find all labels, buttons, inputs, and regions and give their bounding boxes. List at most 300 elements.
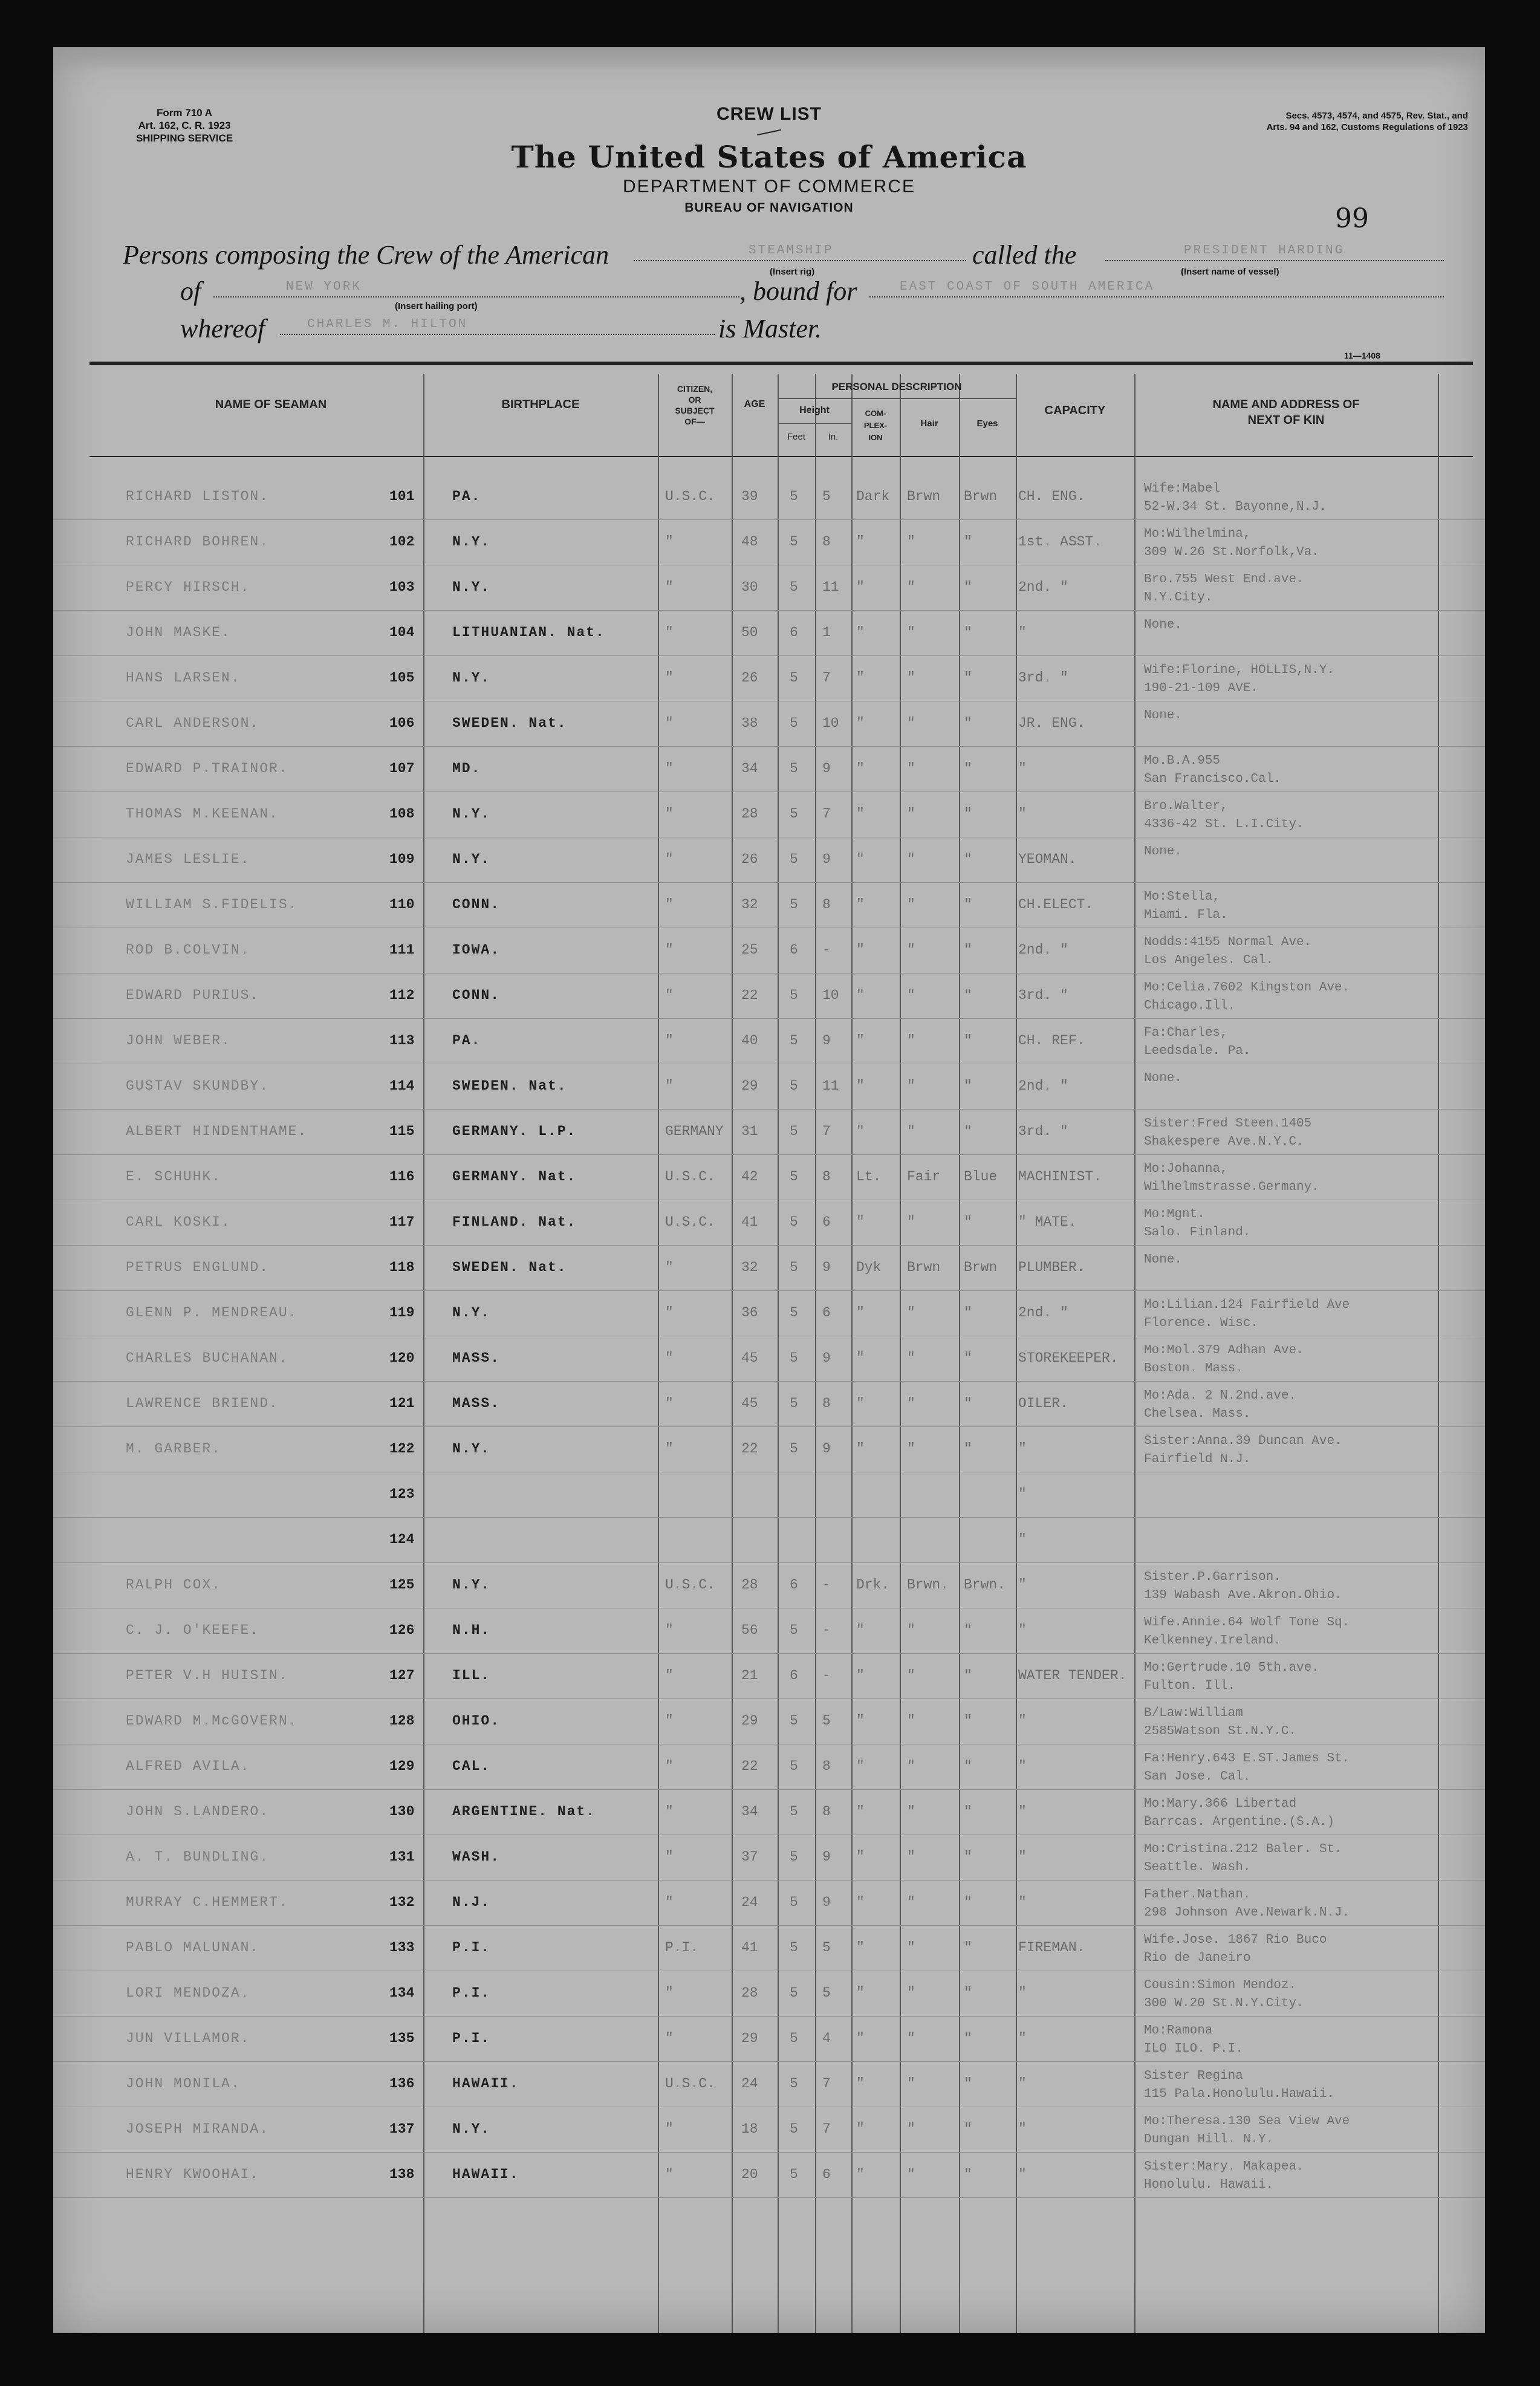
cell-cit: GERMANY xyxy=(665,1123,724,1139)
cell-cap: 2nd. " xyxy=(1018,1305,1068,1321)
kin-line: Wife:Florine, HOLLIS,N.Y. xyxy=(1144,663,1335,677)
cell-num: 126 xyxy=(389,1622,415,1638)
cell-eyes: " xyxy=(964,851,972,867)
cell-cit: " xyxy=(665,1894,674,1910)
cell-age: 40 xyxy=(741,1033,758,1048)
kin-line: Mo:Ramona xyxy=(1144,2024,1213,2038)
cell-in: 9 xyxy=(822,1441,831,1457)
destination-value: EAST COAST OF SOUTH AMERICA xyxy=(900,280,1155,294)
cell-ft: 5 xyxy=(790,1804,798,1819)
cell-name: PERCY HIRSCH. xyxy=(126,579,250,595)
cell-comp: " xyxy=(856,1033,865,1048)
cell-eyes: " xyxy=(964,1894,972,1910)
cell-eyes: " xyxy=(964,2167,972,2182)
cell-name: JOHN WEBER. xyxy=(126,1033,231,1048)
cell-in: - xyxy=(822,1622,831,1638)
cell-kin xyxy=(1144,1070,1182,1088)
cell-cap: CH. ENG. xyxy=(1018,489,1085,504)
cell-cit: " xyxy=(665,897,674,912)
cell-cap: " xyxy=(1018,1441,1027,1457)
cell-comp: " xyxy=(856,1350,865,1366)
cell-cit: " xyxy=(665,2121,674,2137)
cell-ft: 5 xyxy=(790,1985,798,2001)
cell-eyes: " xyxy=(964,1033,972,1048)
cell-eyes: " xyxy=(964,1441,972,1457)
complexion-line: ION xyxy=(868,433,883,442)
cell-cit: " xyxy=(665,1668,674,1683)
cell-age: 48 xyxy=(741,534,758,550)
kin-line: Mo:Mol.379 Adhan Ave. xyxy=(1144,1344,1304,1357)
cell-cit: U.S.C. xyxy=(665,1577,715,1593)
cell-eyes: " xyxy=(964,1985,972,2001)
cell-ft: 6 xyxy=(790,942,798,958)
cell-cit: " xyxy=(665,942,674,958)
cell-hair: " xyxy=(907,1985,915,2001)
cell-in: 8 xyxy=(822,1758,831,1774)
rig-value: STEAMSHIP xyxy=(749,244,834,258)
cell-comp: " xyxy=(856,1441,865,1457)
cell-ft: 5 xyxy=(790,2167,798,2182)
cell-age: 38 xyxy=(741,715,758,731)
cell-kin xyxy=(1144,1160,1319,1197)
cell-num: 123 xyxy=(389,1486,415,1502)
cell-name: A. T. BUNDLING. xyxy=(126,1849,270,1865)
cell-cap: 2nd. " xyxy=(1018,1078,1068,1094)
kin-line: 115 Pala.Honolulu.Hawaii. xyxy=(1144,2087,1335,2101)
cell-eyes: " xyxy=(964,2076,972,2092)
kin-line: Seattle. Wash. xyxy=(1144,1861,1251,1874)
cell-cit: " xyxy=(665,2030,674,2046)
statute-line-2: Arts. 94 and 162, Customs Regulations of 1923 xyxy=(1266,122,1468,132)
cell-num: 108 xyxy=(389,806,415,822)
cell-eyes: Brwn xyxy=(964,489,998,504)
cell-hair: " xyxy=(907,1214,915,1230)
cell-eyes: " xyxy=(964,1305,972,1321)
cell-age: 31 xyxy=(741,1123,758,1139)
cell-num: 127 xyxy=(389,1668,415,1683)
row-rule xyxy=(53,2152,1485,2153)
kin-line: Mo:Theresa.130 Sea View Ave xyxy=(1144,2115,1350,2128)
kin-line: Bro.755 West End.ave. xyxy=(1144,573,1304,587)
citizen-line: OR xyxy=(688,395,701,405)
cell-name: ROD B.COLVIN. xyxy=(126,942,250,958)
cell-kin xyxy=(1144,2113,1350,2149)
cell-eyes: " xyxy=(964,579,972,595)
cell-comp: " xyxy=(856,1305,865,1321)
cell-ft: 5 xyxy=(790,489,798,504)
col-feet-header: Feet xyxy=(787,432,805,442)
cell-in: 8 xyxy=(822,1396,831,1411)
cell-hair: " xyxy=(907,1849,915,1865)
cell-name: ALFRED AVILA. xyxy=(126,1758,250,1774)
col-name-header: NAME OF SEAMAN xyxy=(215,398,327,411)
cell-cap: JR. ENG. xyxy=(1018,715,1085,731)
cell-comp: " xyxy=(856,2076,865,2092)
cell-name: C. J. O'KEEFE. xyxy=(126,1622,260,1638)
cell-eyes: " xyxy=(964,942,972,958)
col-capacity-header: CAPACITY xyxy=(1044,404,1106,417)
cell-cit: U.S.C. xyxy=(665,1214,715,1230)
cell-in: 9 xyxy=(822,1260,831,1275)
col-divider xyxy=(1016,374,1017,2333)
cell-kin xyxy=(1144,1024,1250,1061)
cell-cit: " xyxy=(665,1804,674,1819)
cell-cap: 3rd. " xyxy=(1018,670,1068,686)
cell-cit: " xyxy=(665,1260,674,1275)
col-age-header: AGE xyxy=(744,399,765,409)
cell-age: 29 xyxy=(741,1713,758,1729)
cell-birth: GERMANY. L.P. xyxy=(452,1123,577,1139)
cell-birth: N.H. xyxy=(452,1622,491,1638)
cell-in: 10 xyxy=(822,715,839,731)
col-inches-header: In. xyxy=(828,432,839,442)
cell-kin xyxy=(1144,525,1319,562)
cell-name: CARL ANDERSON. xyxy=(126,715,260,731)
cell-ft: 5 xyxy=(790,1350,798,1366)
cell-comp: " xyxy=(856,1396,865,1411)
kin-line: Mo:Mary.366 Libertad xyxy=(1144,1797,1297,1811)
cell-hair: " xyxy=(907,806,915,822)
cell-ft: 5 xyxy=(790,987,798,1003)
cell-name: EDWARD M.McGOVERN. xyxy=(126,1713,298,1729)
kin-line: Los Angeles. Cal. xyxy=(1144,954,1274,967)
cell-num: 131 xyxy=(389,1849,415,1865)
title-flourish xyxy=(757,129,781,135)
cell-birth: MASS. xyxy=(452,1396,501,1411)
cell-name: GLENN P. MENDREAU. xyxy=(126,1305,298,1321)
row-rule xyxy=(53,2016,1485,2017)
cell-birth: N.Y. xyxy=(452,1441,491,1457)
cell-comp: " xyxy=(856,806,865,822)
form-code: 11—1408 xyxy=(1344,351,1380,360)
cell-hair: " xyxy=(907,1713,915,1729)
cell-cap: PLUMBER. xyxy=(1018,1260,1085,1275)
cell-kin xyxy=(1144,1705,1296,1741)
cell-name: THOMAS M.KEENAN. xyxy=(126,806,279,822)
cell-num: 137 xyxy=(389,2121,415,2137)
kin-line: Sister:Mary. Makapea. xyxy=(1144,2160,1304,2174)
cell-cap: CH.ELECT. xyxy=(1018,897,1094,912)
cell-cap: WATER TENDER. xyxy=(1018,1668,1127,1683)
department-title: DEPARTMENT OF COMMERCE xyxy=(622,177,916,197)
cell-birth: N.J. xyxy=(452,1894,491,1910)
cell-ft: 5 xyxy=(790,1713,798,1729)
kin-line: 52-W.34 St. Bayonne,N.J. xyxy=(1144,500,1327,514)
cell-cap: 2nd. " xyxy=(1018,942,1068,958)
cell-birth: CONN. xyxy=(452,987,501,1003)
cell-cit: " xyxy=(665,1078,674,1094)
cell-kin xyxy=(1144,1387,1296,1423)
cell-cit: " xyxy=(665,987,674,1003)
cell-hair: " xyxy=(907,1758,915,1774)
cell-name: GUSTAV SKUNDBY. xyxy=(126,1078,270,1094)
cell-comp: " xyxy=(856,625,865,640)
cell-num: 117 xyxy=(389,1214,415,1230)
cell-hair: " xyxy=(907,1441,915,1457)
cell-in: - xyxy=(822,1668,831,1683)
cell-kin xyxy=(1144,1750,1350,1786)
cell-cap: " xyxy=(1018,806,1027,822)
cell-in: 5 xyxy=(822,1940,831,1955)
cell-num: 102 xyxy=(389,534,415,550)
form-service: SHIPPING SERVICE xyxy=(135,132,233,144)
cell-in: 4 xyxy=(822,2030,831,2046)
cell-comp: Drk. xyxy=(856,1577,890,1593)
personal-desc-rule xyxy=(778,398,1016,399)
cell-age: 34 xyxy=(741,761,758,776)
cell-name: EDWARD P.TRAINOR. xyxy=(126,761,288,776)
cell-eyes: " xyxy=(964,2030,972,2046)
cell-kin xyxy=(1144,798,1304,834)
cell-kin xyxy=(1144,1342,1304,1378)
cell-kin xyxy=(1144,934,1311,970)
cell-num: 106 xyxy=(389,715,415,731)
cell-cit: " xyxy=(665,2167,674,2182)
table-header-bottom xyxy=(89,456,1473,457)
row-rule xyxy=(53,1018,1485,1019)
cell-comp: " xyxy=(856,1622,865,1638)
cell-ft: 6 xyxy=(790,625,798,640)
cell-name: HENRY KWOOHAI. xyxy=(126,2167,260,2182)
col-eyes-header: Eyes xyxy=(976,418,998,429)
cell-cit: " xyxy=(665,670,674,686)
is-master-label: is Master. xyxy=(718,314,822,343)
row-rule xyxy=(53,610,1485,611)
cell-num: 103 xyxy=(389,579,415,595)
cell-cap: " xyxy=(1018,1577,1027,1593)
cell-birth: SWEDEN. Nat. xyxy=(452,715,567,731)
cell-ft: 5 xyxy=(790,1441,798,1457)
cell-comp: " xyxy=(856,2121,865,2137)
cell-birth: N.Y. xyxy=(452,1305,491,1321)
cell-eyes: " xyxy=(964,1713,972,1729)
cell-ft: 5 xyxy=(790,851,798,867)
persons-label: Persons composing the Crew of the American xyxy=(123,240,609,270)
of-label: of xyxy=(180,276,201,306)
cell-in: 5 xyxy=(822,1985,831,2001)
cell-comp: " xyxy=(856,1985,865,2001)
cell-comp: " xyxy=(856,897,865,912)
cell-in: 5 xyxy=(822,489,831,504)
cell-cap: " xyxy=(1018,625,1027,640)
cell-cap: STOREKEEPER. xyxy=(1018,1350,1119,1366)
cell-age: 45 xyxy=(741,1350,758,1366)
cell-name: JOSEPH MIRANDA. xyxy=(126,2121,270,2137)
row-rule xyxy=(53,2061,1485,2062)
cell-cit: " xyxy=(665,1713,674,1729)
cell-num: 118 xyxy=(389,1260,415,1275)
cell-age: 36 xyxy=(741,1305,758,1321)
cell-name: EDWARD PURIUS. xyxy=(126,987,260,1003)
kin-header-line: NEXT OF KIN xyxy=(1247,414,1325,427)
cell-ft: 5 xyxy=(790,806,798,822)
cell-eyes: Brwn xyxy=(964,1260,998,1275)
cell-cit: " xyxy=(665,1033,674,1048)
cell-name: CHARLES BUCHANAN. xyxy=(126,1350,288,1366)
cell-kin xyxy=(1144,571,1304,607)
row-rule xyxy=(53,1789,1485,1790)
row-rule xyxy=(53,1154,1485,1155)
cell-birth: SWEDEN. Nat. xyxy=(452,1260,567,1275)
kin-line: Wilhelmstrasse.Germany. xyxy=(1144,1180,1319,1194)
cell-in: 11 xyxy=(822,1078,839,1094)
cell-cap: FIREMAN. xyxy=(1018,1940,1085,1955)
kin-line: None. xyxy=(1144,1071,1183,1085)
cell-cit: U.S.C. xyxy=(665,2076,715,2092)
cell-hair: " xyxy=(907,1894,915,1910)
statute-line-1: Secs. 4573, 4574, and 4575, Rev. Stat., and xyxy=(1285,111,1468,121)
height-rule xyxy=(778,423,851,424)
header-rule xyxy=(89,362,1473,365)
kin-line: ILO ILO. P.I. xyxy=(1144,2042,1243,2056)
cell-num: 129 xyxy=(389,1758,415,1774)
col-height-header: Height xyxy=(799,405,830,415)
kin-line: Mo:Stella, xyxy=(1144,890,1221,904)
kin-line: 190-21-109 AVE. xyxy=(1144,681,1259,695)
cell-hair: Brwn xyxy=(907,489,941,504)
col-divider xyxy=(732,374,733,2333)
kin-line: 309 W.26 St.Norfolk,Va. xyxy=(1144,545,1319,559)
cell-ft: 5 xyxy=(790,1123,798,1139)
cell-num: 113 xyxy=(389,1033,415,1048)
kin-line: N.Y.City. xyxy=(1144,591,1213,605)
cell-eyes: " xyxy=(964,987,972,1003)
kin-line: Father.Nathan. xyxy=(1144,1888,1251,1902)
cell-cit: P.I. xyxy=(665,1940,699,1955)
kin-line: Mo:Cristina.212 Baler. St. xyxy=(1144,1842,1342,1856)
kin-line: Fa:Charles, xyxy=(1144,1026,1228,1040)
cell-age: 34 xyxy=(741,1804,758,1819)
cell-comp: Dark xyxy=(856,489,890,504)
cell-kin xyxy=(1144,2067,1334,2104)
cell-cap: " xyxy=(1018,1713,1027,1729)
cell-comp: " xyxy=(856,851,865,867)
kin-line: Barrcas. Argentine.(S.A.) xyxy=(1144,1815,1335,1829)
kin-line: Bro.Walter, xyxy=(1144,799,1228,813)
kin-line: Nodds:4155 Normal Ave. xyxy=(1144,935,1312,949)
cell-hair: " xyxy=(907,579,915,595)
cell-cit: U.S.C. xyxy=(665,489,715,504)
vessel-line xyxy=(1105,260,1444,261)
cell-cap: 2nd. " xyxy=(1018,579,1068,595)
cell-kin xyxy=(1144,707,1182,725)
kin-line: Cousin:Simon Mendoz. xyxy=(1144,1978,1297,1992)
cell-eyes: " xyxy=(964,670,972,686)
cell-hair: " xyxy=(907,942,915,958)
cell-cit: " xyxy=(665,1622,674,1638)
cell-name: RICHARD BOHREN. xyxy=(126,534,270,550)
cell-kin xyxy=(1144,616,1182,634)
rig-line xyxy=(634,260,966,261)
called-the-label: called the xyxy=(972,240,1077,270)
cell-birth: ARGENTINE. Nat. xyxy=(452,1804,596,1819)
cell-comp: " xyxy=(856,1214,865,1230)
cell-comp: " xyxy=(856,1078,865,1094)
cell-ft: 5 xyxy=(790,1305,798,1321)
cell-cit: " xyxy=(665,715,674,731)
cell-in: 7 xyxy=(822,1123,831,1139)
cell-hair: " xyxy=(907,670,915,686)
cell-age: 37 xyxy=(741,1849,758,1865)
cell-hair: " xyxy=(907,1078,915,1094)
cell-age: 28 xyxy=(741,1985,758,2001)
kin-line: Wife:Mabel xyxy=(1144,482,1221,496)
cell-num: 134 xyxy=(389,1985,415,2001)
col-divider xyxy=(900,374,901,2333)
cell-hair: " xyxy=(907,1804,915,1819)
kin-line: Sister:Anna.39 Duncan Ave. xyxy=(1144,1434,1342,1448)
cell-ft: 5 xyxy=(790,1396,798,1411)
cell-birth: N.Y. xyxy=(452,579,491,595)
cell-ft: 5 xyxy=(790,579,798,595)
col-divider xyxy=(959,374,960,2333)
cell-comp: " xyxy=(856,534,865,550)
cell-comp: " xyxy=(856,761,865,776)
kin-line: Wife.Jose. 1867 Rio Buco xyxy=(1144,1933,1327,1947)
cell-kin xyxy=(1144,1659,1319,1695)
row-rule xyxy=(53,519,1485,520)
cell-num: 133 xyxy=(389,1940,415,1955)
row-rule xyxy=(53,1562,1485,1563)
col-divider xyxy=(1134,374,1136,2333)
cell-kin xyxy=(1144,662,1334,698)
col-complexion-header xyxy=(851,408,900,444)
cell-birth: PA. xyxy=(452,1033,481,1048)
cell-eyes: " xyxy=(964,534,972,550)
cell-cap: 3rd. " xyxy=(1018,1123,1068,1139)
page-number: 99 xyxy=(1335,203,1369,234)
kin-line: Sister Regina xyxy=(1144,2069,1243,2083)
kin-line: Fulton. Ill. xyxy=(1144,1679,1236,1693)
kin-line: Mo:Wilhelmina, xyxy=(1144,527,1251,541)
row-rule xyxy=(53,1245,1485,1246)
cell-cit: " xyxy=(665,534,674,550)
cell-age: 29 xyxy=(741,1078,758,1094)
cell-name: JOHN MASKE. xyxy=(126,625,231,640)
cell-in: 1 xyxy=(822,625,831,640)
cell-kin xyxy=(1144,752,1281,788)
kin-line: None. xyxy=(1144,618,1183,632)
cell-cit: " xyxy=(665,806,674,822)
cell-hair: Fair xyxy=(907,1169,941,1185)
cell-eyes: " xyxy=(964,1849,972,1865)
col-divider xyxy=(778,374,779,2333)
row-rule xyxy=(53,1426,1485,1427)
cell-eyes: " xyxy=(964,625,972,640)
cell-age: 56 xyxy=(741,1622,758,1638)
kin-line: 4336-42 St. L.I.City. xyxy=(1144,818,1304,831)
cell-kin xyxy=(1144,1432,1342,1469)
cell-ft: 6 xyxy=(790,1577,798,1593)
cell-comp: " xyxy=(856,1713,865,1729)
cell-num: 138 xyxy=(389,2167,415,2182)
cell-hair: " xyxy=(907,761,915,776)
cell-age: 22 xyxy=(741,1441,758,1457)
cell-cap: " xyxy=(1018,1985,1027,2001)
cell-comp: " xyxy=(856,1804,865,1819)
cell-num: 132 xyxy=(389,1894,415,1910)
cell-kin xyxy=(1144,1206,1250,1242)
cell-kin xyxy=(1144,1115,1311,1151)
row-rule xyxy=(53,1109,1485,1110)
cell-cit: " xyxy=(665,1396,674,1411)
cell-hair: " xyxy=(907,851,915,867)
cell-kin xyxy=(1144,1931,1327,1968)
cell-ft: 5 xyxy=(790,1033,798,1048)
cell-age: 28 xyxy=(741,1577,758,1593)
cell-name: JOHN S.LANDERO. xyxy=(126,1804,270,1819)
rig-hint: (Insert rig) xyxy=(770,267,815,277)
